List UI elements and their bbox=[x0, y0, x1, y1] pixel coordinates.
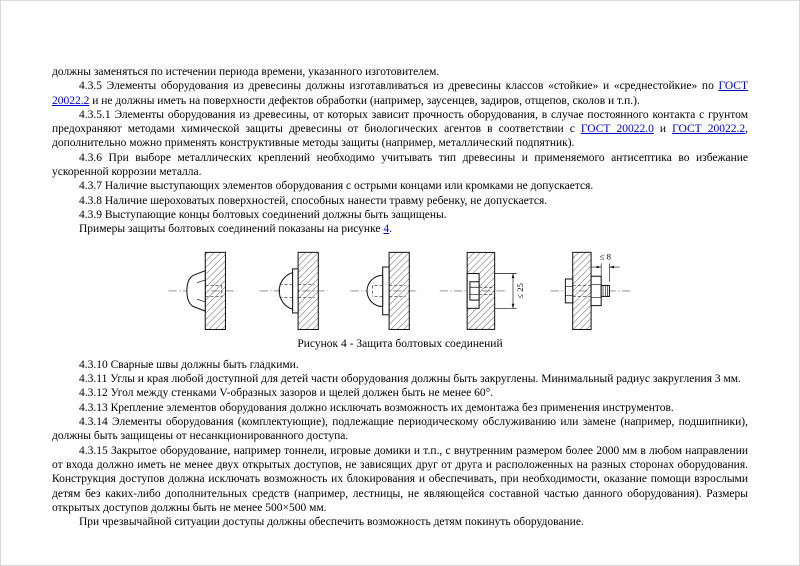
link-figure-4[interactable]: 4 bbox=[383, 223, 390, 236]
paragraph-4-3-6 bbox=[52, 151, 748, 180]
paragraph-4-3-10 bbox=[52, 358, 748, 372]
recessed-bolt-head-drawing bbox=[436, 245, 535, 335]
paragraph-4-3-11 bbox=[52, 372, 748, 386]
paragraph-4-3-5-1 bbox=[52, 108, 748, 151]
recess-depth-dimension-label: ≤ 25 bbox=[515, 282, 526, 299]
paragraph-4-3-5 bbox=[52, 79, 748, 108]
paragraph-4-3-13 bbox=[52, 401, 748, 415]
text-run: 4.3.15 Закрытое оборудование, например тоннели, игровые домики и т.п., с внутренним размером более 2000 мм в любом направлении от входа должно иметь не менее двух открытых доступов, не зависящих друг от друга и расположенных на разных сторонах оборудования. Конструкция доступов должна исключать возможность их блокирования и обеспечивать, при необходимости, оказание помощи взрослыми детям без каких-либо дополнительных средств (например, лестницы, не являющейся составной частью данного оборудования). Размеры открытых доступов должны быть не менее 500×500 мм. bbox=[52, 444, 748, 514]
text-run: 4.3.10 Сварные швы должны быть гладкими. bbox=[79, 358, 299, 371]
text-run: 4.3.13 Крепление элементов оборудования должно исключать возможность их демонтажа без применения инструментов. bbox=[79, 401, 674, 414]
text-run: 4.3.12 Угол между стенками V-образных зазоров и щелей должен быть не менее 60°. bbox=[79, 387, 494, 400]
paragraph-4-3-8 bbox=[52, 194, 748, 208]
text-run: , дополнительно можно применять конструктивные методы защиты (например, металлический подпятник). bbox=[52, 123, 748, 150]
countersunk-cap-drawing bbox=[163, 245, 242, 335]
link-gost-20022-0[interactable]: ГОСТ 20022.0 bbox=[580, 123, 654, 136]
link-gost-20022-2[interactable]: ГОСТ 20022.2 bbox=[672, 123, 746, 136]
text-run: 4.3.5.1 Элементы оборудования из древесины, от которых зависит прочность оборудования, в случае постоянного контакта с грунтом предохраняют методами химической защиты древесины от биологических агентов в соответствии с bbox=[52, 108, 748, 136]
paragraph-4-3-14 bbox=[52, 415, 748, 444]
text-run: должны заменяться по истечении периода времени, указанного изготовителем. bbox=[52, 66, 440, 78]
text-run: 4.3.14 Элементы оборудования (комплектующие), подлежащие периодическому обслуживанию или замене (например, подшипники), должны быть защищены от несанкционированного доступа. bbox=[52, 416, 748, 443]
paragraph-4-3-9 bbox=[52, 208, 748, 222]
text-run: 4.3.9 Выступающие концы болтовых соединений должны быть защищены. bbox=[79, 208, 447, 221]
figure-caption: Рисунок 4 - Защита болтовых соединений bbox=[297, 337, 503, 350]
paragraph-4-3-15 bbox=[52, 444, 748, 515]
paragraph-4-3-12 bbox=[52, 386, 748, 400]
text-run: и bbox=[653, 123, 673, 136]
link-gost-20022-2[interactable]: ГОСТ 20022.2 bbox=[52, 80, 748, 107]
text-run: и не должны иметь на поверхности дефектов обработки (например, заусенцев, задиров, отщепов, сколов и т.п.). bbox=[89, 94, 640, 107]
paragraph-figure-reference bbox=[52, 222, 748, 236]
paragraph-4-3-7 bbox=[52, 179, 748, 193]
text-run: 4.3.8 Наличие шероховатых поверхностей, способных нанести травму ребенку, не допускается. bbox=[79, 194, 548, 207]
text-run: При чрезвычайной ситуации доступы должны обеспечить возможность детям покинуть оборудование. bbox=[79, 516, 584, 529]
paragraph-emergency-exit bbox=[52, 515, 748, 529]
paragraph-continuation bbox=[52, 65, 748, 79]
text-run: 4.3.5 Элементы оборудования из древесины должны изготавливаться из древесины классов «стойкие» и «среднестойкие» по bbox=[79, 80, 719, 93]
text-run: 4.3.11 Углы и края любой доступной для детей части оборудования должны быть закруглены. Минимальный радиус закругления 3 мм. bbox=[79, 373, 741, 386]
text-run: 4.3.7 Наличие выступающих элементов оборудования с острыми концами или кромками не допускается. bbox=[79, 180, 594, 193]
text-run: Примеры защиты болтовых соединений показаны на рисунке bbox=[79, 223, 384, 236]
flanged-cap-nut-drawing bbox=[345, 245, 424, 335]
text-run: . bbox=[389, 223, 392, 236]
text-run: 4.3.6 При выборе металлических креплений необходимо учитывать тип древесины и применяемого антисептика во избежание ускоренной коррозии металла. bbox=[52, 151, 748, 179]
limited-protrusion-bolt-drawing bbox=[547, 245, 637, 335]
figure-4-bolt-protection bbox=[52, 245, 748, 335]
dome-cap-nut-drawing bbox=[254, 245, 333, 335]
protrusion-dimension-label: ≤ 8 bbox=[599, 251, 611, 262]
